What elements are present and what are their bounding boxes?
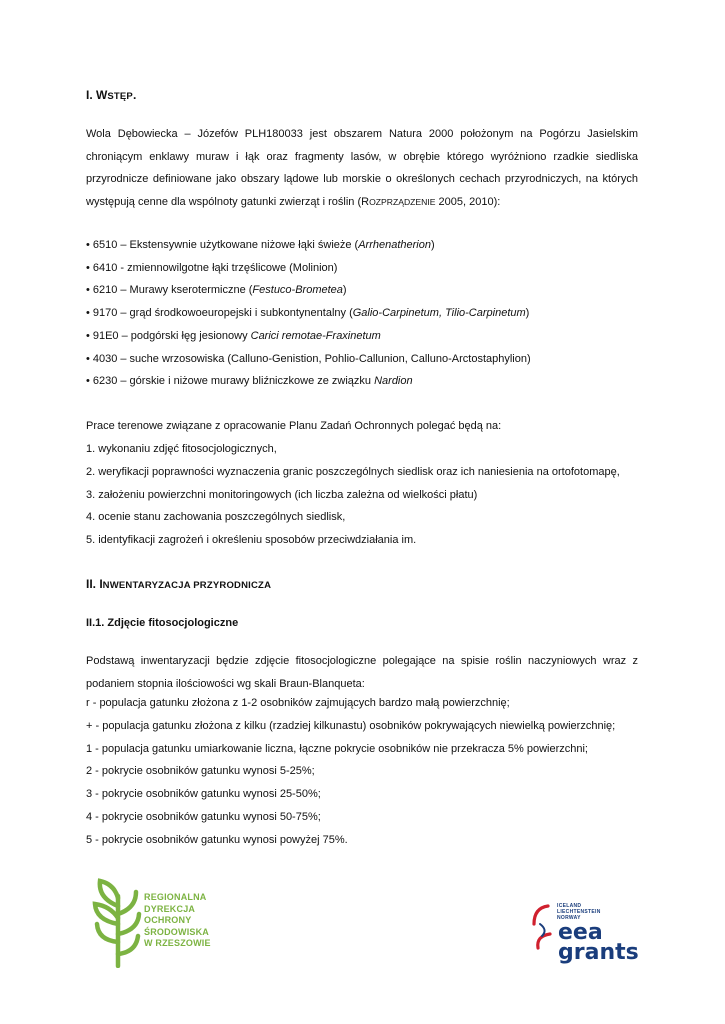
habitat-item	[86, 375, 413, 387]
rdos-logo	[92, 876, 212, 968]
habitat-latin-name: Carici remotae-Fraxinetum	[250, 329, 381, 342]
intro-regulation-initial: R	[361, 195, 370, 208]
rdos-name	[144, 892, 211, 950]
bullet-icon: •	[86, 352, 90, 365]
inventory-intro: Podstawą inwentaryzacji będzie zdjęcie fitosocjologiczne polegające na spisie roślin naczyniowych wraz z podaniem stopnia ilościowości wg skali Braun-Blanqueta:	[86, 655, 638, 690]
eea-country: NORWAY	[557, 915, 581, 921]
scale-item: + - populacja gatunku złożona z kilku (rzadziej kilkunastu) osobników pokrywających niewielką powierzchnię;	[86, 719, 616, 732]
eea-word-1: eea	[558, 920, 603, 945]
heading-number: I. W	[86, 88, 108, 102]
eea-country: ICELAND	[557, 903, 582, 909]
intro-paragraph	[86, 123, 638, 213]
leaf-icon	[92, 876, 142, 968]
intro-text-end: 2005, 2010):	[435, 195, 501, 208]
bullet-icon: •	[86, 239, 90, 251]
scale-item: 3 - pokrycie osobników gatunku wynosi 25-50%;	[86, 788, 321, 801]
habitat-text: 6410 - zmiennowilgotne łąki trzęślicowe (Molinion)	[92, 261, 338, 274]
section-1-heading	[86, 88, 136, 102]
rdos-name-line: OCHRONY	[144, 915, 192, 926]
task-item: 3. założeniu powierzchni monitoringowych (ich liczba zależna od wielkości płatu)	[86, 488, 478, 501]
eea-swirl-icon	[528, 902, 556, 962]
habitat-text-end: )	[525, 307, 530, 320]
heading-number: II. I	[86, 577, 103, 591]
habitat-latin-name: Arrhenatherion	[358, 239, 431, 251]
bullet-icon: •	[86, 284, 90, 297]
section-2-heading	[86, 577, 271, 591]
scale-item: 1 - populacja gatunku umiarkowanie liczna, łączne pokrycie osobników nie przekracza 5% powierzchni;	[86, 742, 588, 755]
rdos-name-line: REGIONALNA	[144, 892, 207, 902]
bullet-icon: •	[86, 307, 90, 320]
scale-item: 4 - pokrycie osobników gatunku wynosi 50-75%;	[86, 811, 321, 823]
habitat-item	[86, 330, 381, 342]
scale-item: 2 - pokrycie osobników gatunku wynosi 5-25%;	[86, 765, 315, 778]
rdos-name-line: ŚRODOWISKA	[144, 926, 209, 937]
heading-text: STĘP	[107, 91, 133, 102]
rdos-name-line: W RZESZOWIE	[144, 938, 211, 949]
habitat-latin-name: Festuco-Brometea	[252, 284, 343, 297]
task-item: 2. weryfikacji poprawności wyznaczenia granic poszczególnych siedlisk oraz ich naniesienia na ortofotomapę,	[86, 465, 620, 478]
eea-country: LIECHTENSTEIN	[557, 909, 601, 915]
task-item: 4. ocenie stanu zachowania poszczególnych siedlisk,	[86, 511, 346, 524]
habitat-text-end: )	[342, 284, 347, 297]
heading-text: NWENTARYZACJA PRZYRODNICZA	[102, 580, 272, 591]
scale-item: r - populacja gatunku złożona z 1-2 osobników zajmujących bardzo małą powierzchnię;	[86, 697, 510, 709]
task-item: 5. identyfikacji zagrożeń i określeniu sposobów przeciwdziałania im.	[86, 534, 417, 547]
habitat-item	[86, 284, 347, 296]
habitat-text: 6210 – Murawy kserotermiczne (	[92, 284, 253, 297]
habitat-text: 4030 – suche wrzosowiska (Calluno-Genistion, Pohlio-Callunion, Calluno-Arctostaphylion)	[92, 352, 531, 365]
intro-text: Wola Dębowiecka – Józefów PLH180033 jest obszarem Natura 2000 położonym na Pogórzu Jasielskim chroniącym enklawy muraw i łąk oraz fragmenty lasów, w obrębie którego wyróżniono rzadkie siedliska przyrodnicze definiowane jako obszary lądowe lub morskie o określonych cechach przyrodniczych, na których występują cenne dla wspólnoty gatunki zwierząt i roślin (	[86, 128, 638, 208]
eea-word-2: grants	[558, 940, 639, 965]
habitat-latin-name: Nardion	[374, 375, 413, 388]
habitat-latin-name: Galio-Carpinetum, Tilio-Carpinetum	[352, 307, 526, 320]
habitat-text: 6510 – Ekstensywnie użytkowane niżowe łąki świeże (	[92, 239, 359, 251]
eea-countries	[557, 903, 601, 921]
habitat-item	[86, 239, 435, 251]
bullet-icon: •	[86, 329, 90, 342]
habitat-item	[86, 353, 531, 365]
habitat-text: 91E0 – podgórski łęg jesionowy	[92, 329, 251, 342]
subsection-heading: II.1. Zdjęcie fitosocjologiczne	[86, 617, 239, 629]
habitat-text: 9170 – grąd środkowoeuropejski i subkontynentalny (	[92, 307, 353, 320]
rdos-name-line: DYREKCJA	[144, 903, 196, 914]
scale-item: 5 - pokrycie osobników gatunku wynosi powyżej 75%.	[86, 833, 348, 846]
bullet-icon: •	[86, 375, 90, 388]
habitat-item	[86, 307, 529, 319]
tasks-intro: Prace terenowe związane z opracowanie Planu Zadań Ochronnych polegać będą na:	[86, 420, 502, 432]
intro-regulation: OZPRZĄDZENIE	[369, 196, 436, 207]
bullet-icon: •	[86, 261, 90, 274]
habitat-text: 6230 – górskie i niżowe murawy bliźniczkowe ze związku	[92, 375, 375, 388]
habitat-text-end: )	[431, 239, 435, 251]
eea-grants-logo	[528, 900, 638, 970]
heading-dot: .	[132, 88, 137, 102]
habitat-item	[86, 262, 337, 274]
task-item: 1. wykonaniu zdjęć fitosocjologicznych,	[86, 443, 277, 455]
